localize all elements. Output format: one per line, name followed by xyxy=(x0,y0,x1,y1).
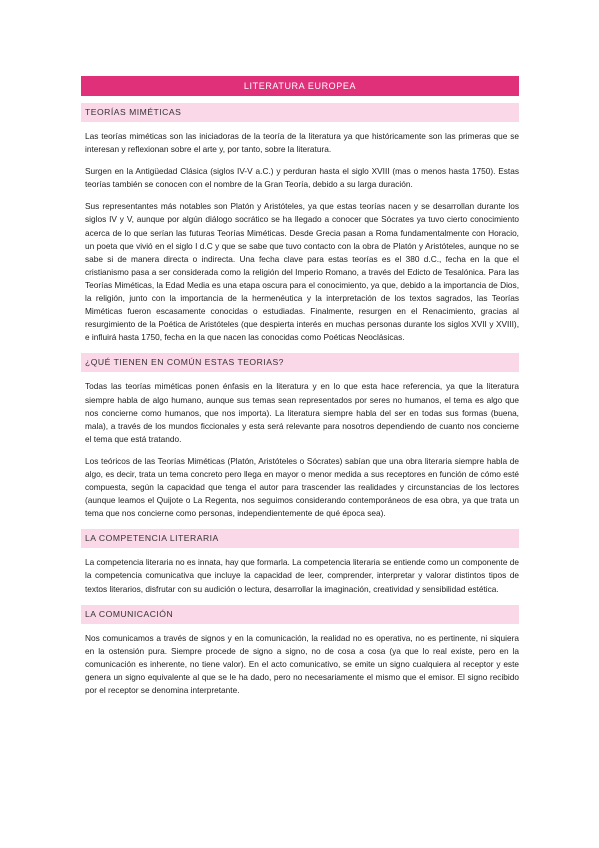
paragraph: Los teóricos de las Teorías Miméticas (Platón, Aristóteles o Sócrates) sabían que una obra literaria siempre habla de algo, es decir, trata un tema concreto pero llega en mayor o menor medida a sus receptores en función de cómo esté compuesta, según la capacidad que tenga el autor para trascender las realidades y circunstancias de los lectores (aunque leamos el Quijote o La Regenta, nos seguimos considerando contemporáneos de esa obra, ya que trata un tema que nos concierne como personas, independientemente de qué época sea). xyxy=(85,455,519,519)
document-title: LITERATURA EUROPEA xyxy=(81,76,519,96)
section-heading-teorias-mimeticas: TEORÍAS MIMÉTICAS xyxy=(81,103,519,122)
section-heading-comunicacion: LA COMUNICACIÓN xyxy=(81,605,519,624)
paragraph: La competencia literaria no es innata, hay que formarla. La competencia literaria se entiende como un componente de la competencia comunicativa que incluye la capacidad de leer, comprender, interpretar y valorar distintos tipos de textos literarios, disfrutar con su audición o lectura, desarrollar la imaginación, creatividad y sensibilidad estética. xyxy=(85,557,520,594)
paragraph: Nos comunicamos a través de signos y en la comunicación, la realidad no es operativa, no es pertinente, ni siquiera en la ostensión pura. Siempre procede de signo a signo, no de cosa a cosa (ya que lo real existe, pero en la comunicación es inherente, no tiene valor). En el acto comunicativo, se emite un signo cualquiera al receptor y este genera un signo equivalente al que se le ha dado, pero no necesariamente el mismo que el emisor. El signo recibido por el receptor se denomina interpretante. xyxy=(85,632,519,695)
paragraph: Surgen en la Antigüedad Clásica (siglos IV-V a.C.) y perduran hasta el siglo XVIII (mas o menos hasta 1750). Estas teorías también se conocen con el nombre de la Gran Teoría, debido a su larga duración. xyxy=(85,166,519,190)
section-heading-competencia-literaria: LA COMPETENCIA LITERARIA xyxy=(81,529,519,548)
paragraph: Las teorías miméticas son las iniciadoras de la teoría de la literatura ya que históricamente son las primeras que se interesan y reflexionan sobre el arte y, por tanto, sobre la literatura. xyxy=(85,131,519,155)
paragraph: Todas las teorías miméticas ponen énfasis en la literatura y en lo que esta hace referencia, ya que la literatura siempre habla de algo humano, aunque sus temas sean representados por seres no humanos, el tema es algo que nos concierne como humanos, que nos importa). La literatura siempre habla del ser en todas sus formas (buena, mala), a través de los mundos ficcionales y esta será relevante para nosotros dependiendo de cuanto nos concierne el tema que está tratando. xyxy=(85,381,519,444)
paragraph: Sus representantes más notables son Platón y Aristóteles, ya que estas teorías nacen y se desarrollan durante los siglos IV y V, aunque por algún diálogo socrático se ha llegado a conocer que Sócrates ya tuvo cierto conocimiento acerca de lo que serían las futuras Teorías Miméticas. Desde Grecia pasan a Roma fundamentalmente con Horacio, un poeta que vivió en el siglo I d.C y que se sabe que tuvo contacto con la obra de Platón y Aristóteles, aunque no se sabe si de manera directa o indirecta. Una fecha clave para estas teorías es el 380 d.C., fecha en la que el cristianismo pasa a ser considerada como la religión del Imperio Romano, a través del Edicto de Tesalónica. Para las Teorías Miméticas, la Edad Media es una etapa oscura para el conocimiento, ya que, debido a la importancia de Dios, la religión, junto con la importancia de la hermenéutica y la interpretación de los textos sagrados, las Teorías Miméticas fueron escasamente conocidas o estudiadas. Finalmente, resurgen en el Renacimiento, gracias al resurgimiento de la Poética de Aristóteles (que despierta interés en muchas personas durante los siglos XVII y XVIII), e influirá hasta 1750, fecha en la que nacen las conocidas como Poéticas Neoclásicas. xyxy=(85,201,519,343)
section-heading-que-tienen-en-comun: ¿QUÉ TIENEN EN COMÚN ESTAS TEORIAS? xyxy=(81,353,519,372)
